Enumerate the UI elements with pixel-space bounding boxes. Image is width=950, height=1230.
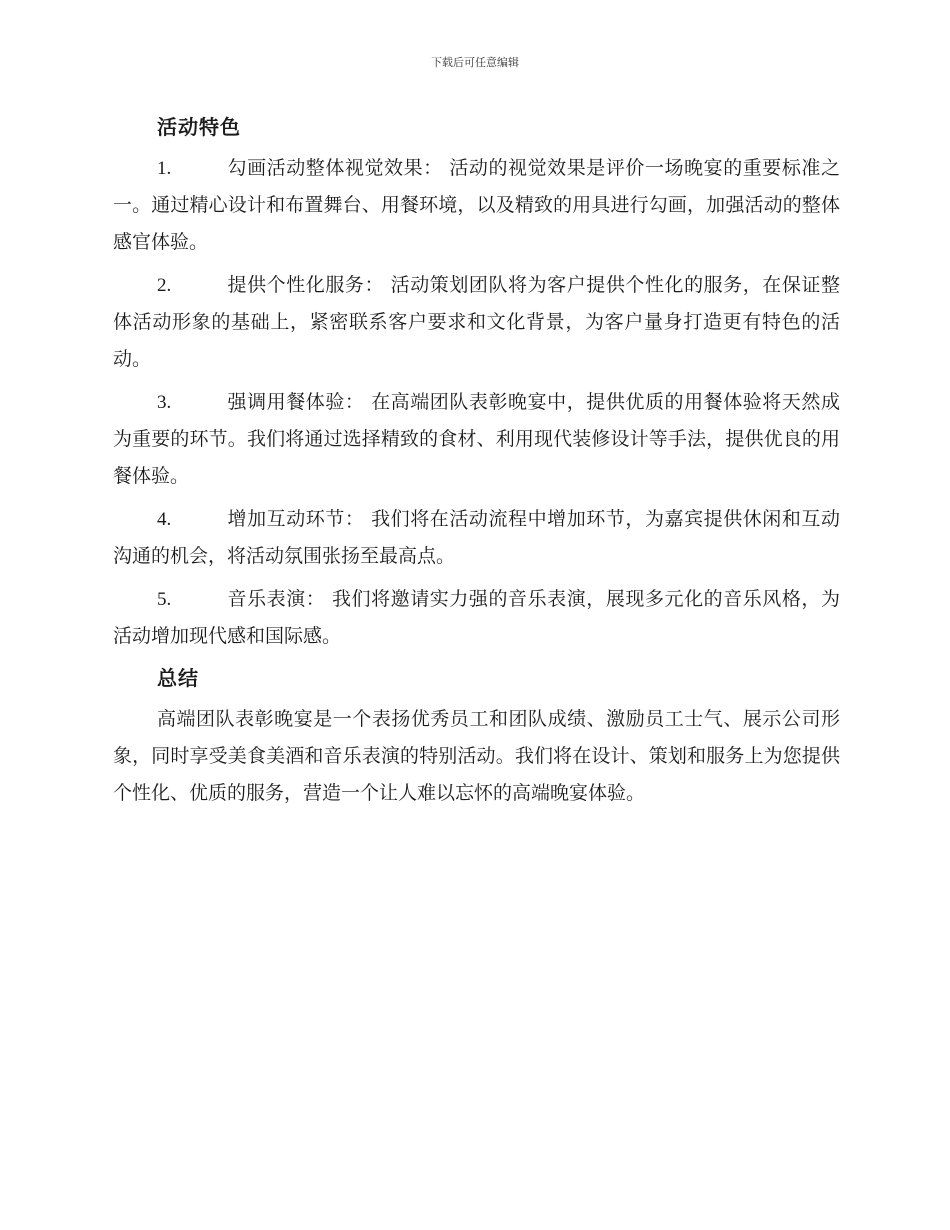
section-heading-summary: 总结 <box>157 666 199 690</box>
list-item <box>113 581 840 655</box>
list-item <box>113 501 840 575</box>
list-item <box>113 384 840 495</box>
list-item-number: 1. <box>157 158 172 179</box>
list-item-number: 2. <box>157 275 172 296</box>
summary-paragraph: 高端团队表彰晚宴是一个表扬优秀员工和团队成绩、激励员工士气、展示公司形象，同时享受美食美酒和音乐表演的特别活动。我们将在设计、策划和服务上为您提供个性化、优质的服务，营造一个让人难以忘怀的高端晚宴体验。 <box>113 708 840 804</box>
header-note: 下载后可任意编辑 <box>431 56 519 69</box>
list-item-number: 4. <box>157 509 172 530</box>
list-item-text: 提供个性化服务： 活动策划团队将为客户提供个性化的服务，在保证整体活动形象的基础上，紧密联系客户要求和文化背景，为客户量身打造更有特色的活动。 <box>113 274 840 370</box>
document-body <box>113 110 840 812</box>
section-heading-features: 活动特色 <box>157 115 241 139</box>
list-item-text: 强调用餐体验： 在高端团队表彰晚宴中，提供优质的用餐体验将天然成为重要的环节。我们将通过选择精致的食材、利用现代装修设计等手法，提供优良的用餐体验。 <box>113 391 840 487</box>
list-item-text: 勾画活动整体视觉效果： 活动的视觉效果是评价一场晚宴的重要标准之一。通过精心设计和布置舞台、用餐环境，以及精致的用具进行勾画，加强活动的整体感官体验。 <box>113 157 840 253</box>
list-item-number: 5. <box>157 589 172 610</box>
list-item-number: 3. <box>157 392 172 413</box>
list-item-text: 增加互动环节： 我们将在活动流程中增加环节，为嘉宾提供休闲和互动沟通的机会，将活动氛围张扬至最高点。 <box>113 508 840 567</box>
list-item <box>113 267 840 378</box>
list-item-text: 音乐表演： 我们将邀请实力强的音乐表演，展现多元化的音乐风格，为活动增加现代感和国际感。 <box>113 588 840 647</box>
list-item <box>113 150 840 261</box>
